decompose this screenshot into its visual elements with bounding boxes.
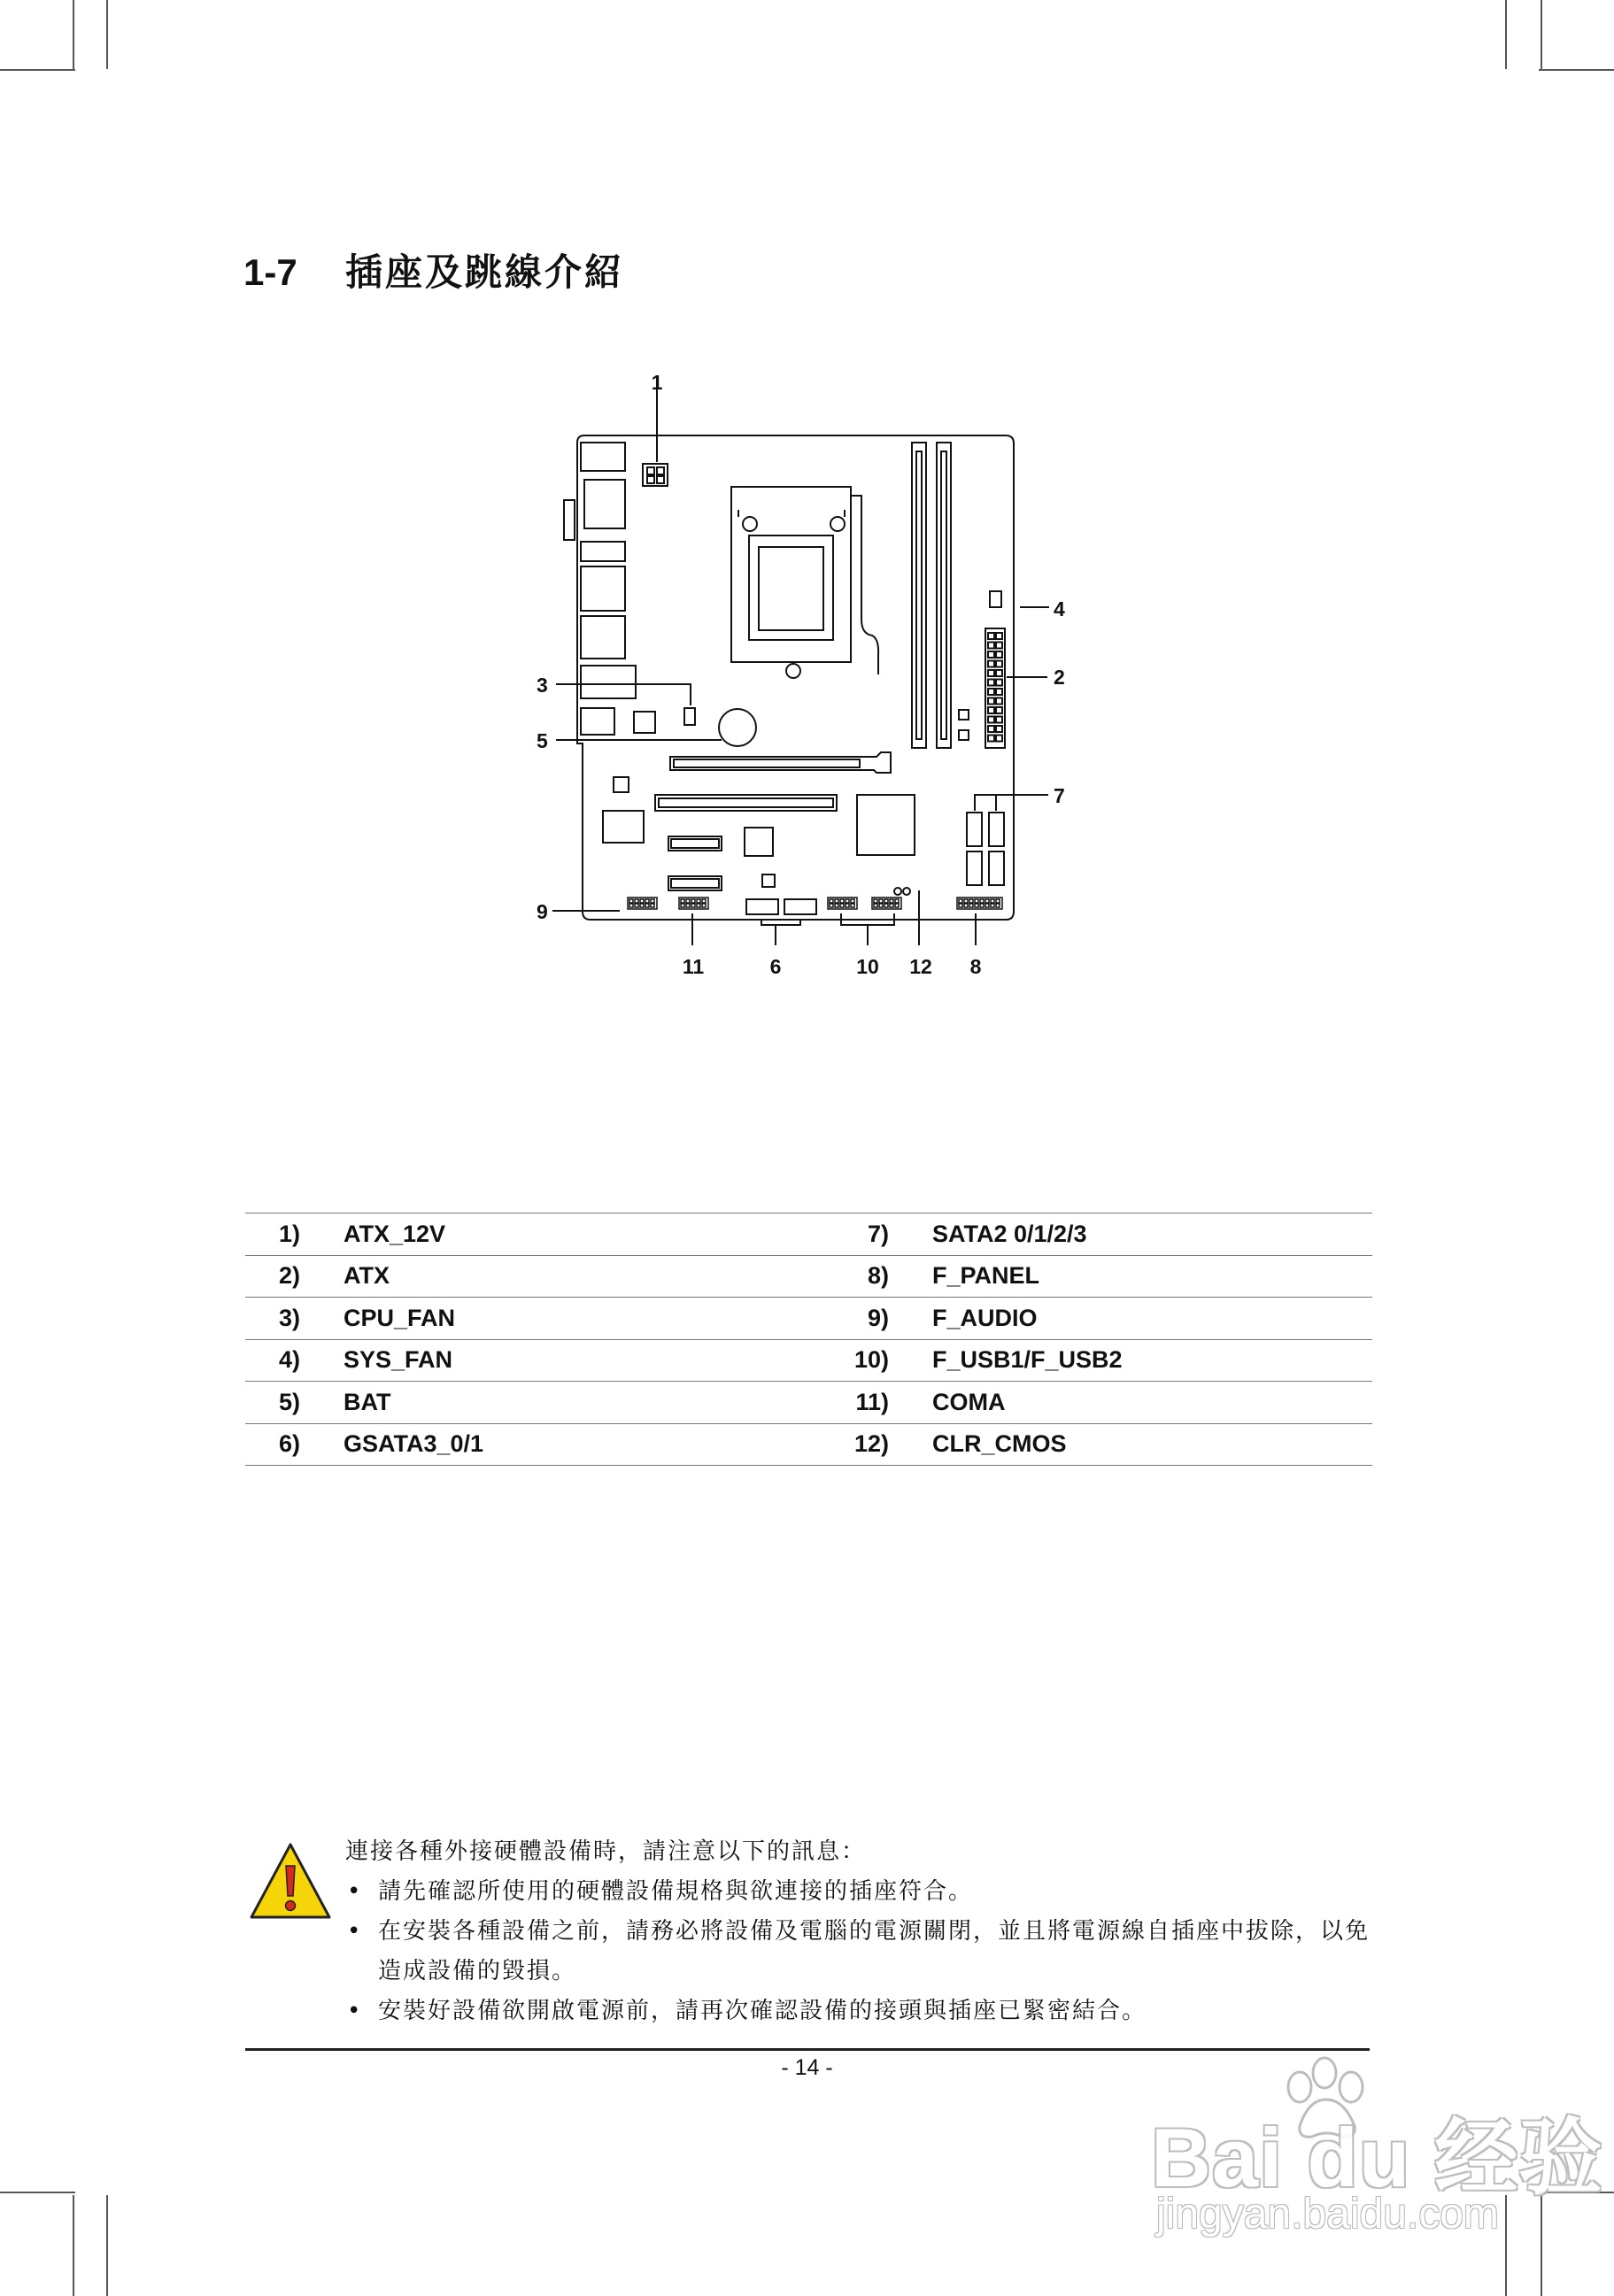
connector-number: 1) [245, 1213, 300, 1256]
table-row [245, 1213, 1372, 1256]
warning-icon [248, 1841, 333, 1922]
connector-name: CLR_CMOS [889, 1423, 1372, 1466]
callout-12: 12 [909, 955, 932, 978]
connector-name: COMA [889, 1382, 1372, 1424]
section-number: 1-7 [243, 251, 297, 293]
connector-number: 5) [245, 1382, 300, 1424]
table-row [245, 1255, 1372, 1298]
connector-name: GSATA3_0/1 [300, 1423, 848, 1466]
connector-number: 2) [245, 1255, 300, 1298]
crop-mark [106, 2195, 108, 2296]
connector-name: SATA2 0/1/2/3 [889, 1213, 1372, 1256]
callout-2: 2 [1054, 666, 1065, 689]
hardware-notice [345, 1832, 1381, 2031]
table-row [245, 1382, 1372, 1424]
page-number: - 14 - [781, 2055, 833, 2080]
notice-intro: 連接各種外接硬體設備時，請注意以下的訊息： [345, 1838, 867, 1865]
notice-item: • 請先確認所使用的硬體設備規格與欲連接的插座符合。 [345, 1872, 1381, 1912]
footer-rule [245, 2048, 1370, 2051]
callout-11: 11 [682, 955, 705, 978]
callout-1: 1 [651, 371, 663, 394]
table-row [245, 1298, 1372, 1340]
crop-mark [73, 2195, 74, 2296]
connector-number: 4) [245, 1339, 300, 1382]
callout-5: 5 [537, 729, 548, 752]
connector-number: 10) [848, 1339, 889, 1382]
connector-name: F_PANEL [889, 1255, 1372, 1298]
callout-4: 4 [1054, 597, 1065, 620]
callout-9: 9 [537, 900, 548, 923]
callout-8: 8 [969, 955, 982, 978]
table-row [245, 1423, 1372, 1466]
callout-3: 3 [537, 674, 548, 697]
watermark-logo: Bai du 经验 [1151, 2111, 1603, 2204]
connector-number: 7) [848, 1213, 889, 1256]
crop-mark [1541, 2195, 1542, 2296]
connector-name: F_AUDIO [889, 1298, 1372, 1340]
crop-mark [0, 2192, 75, 2193]
connector-name: SYS_FAN [300, 1339, 848, 1382]
connector-table [245, 1213, 1372, 1466]
callout-6: 6 [769, 955, 782, 978]
notice-item: • 在安裝各種設備之前，請務必將設備及電腦的電源關閉，並且將電源線自插座中拔除，以免造成設備的毀損。 [345, 1912, 1381, 1992]
connector-number: 3) [245, 1298, 300, 1340]
connector-number: 11) [848, 1382, 889, 1424]
baidu-watermark [1133, 2053, 1603, 2257]
connector-number: 12) [848, 1423, 889, 1466]
connector-number: 9) [848, 1298, 889, 1340]
connector-name: ATX_12V [300, 1213, 848, 1256]
connector-number: 8) [848, 1255, 889, 1298]
connector-name: CPU_FAN [300, 1298, 848, 1340]
notice-list [345, 1872, 1381, 2031]
connector-name: ATX [300, 1255, 848, 1298]
connector-name: BAT [300, 1382, 848, 1424]
connector-name: F_USB1/F_USB2 [889, 1339, 1372, 1382]
table-row [245, 1339, 1372, 1382]
callout-7: 7 [1054, 784, 1065, 807]
section-heading: 插座及跳線介紹 [345, 250, 625, 294]
motherboard-layout-diagram [0, 0, 1614, 1018]
connector-number: 6) [245, 1423, 300, 1466]
callout-10: 10 [856, 955, 879, 978]
notice-item: • 安裝好設備欲開啟電源前，請再次確認設備的接頭與插座已緊密結合。 [345, 1992, 1381, 2031]
watermark-url: jingyan.baidu.com [1156, 2191, 1499, 2238]
